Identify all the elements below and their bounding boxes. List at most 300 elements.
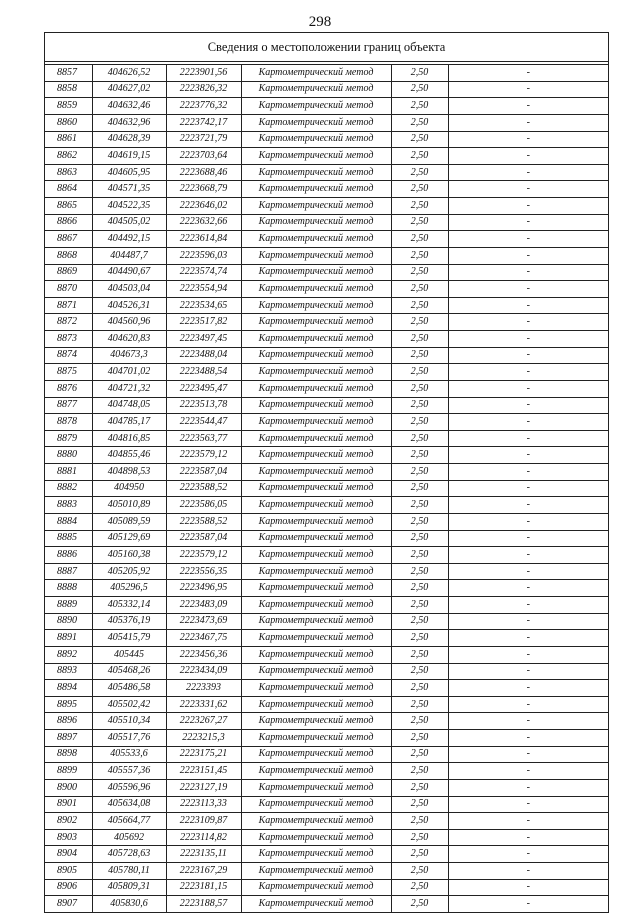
description-cell: - <box>448 414 608 431</box>
y-coordinate-cell: 2223467,75 <box>166 630 241 647</box>
description-cell: - <box>448 98 608 115</box>
y-coordinate-cell: 2223614,84 <box>166 231 241 248</box>
point-number-cell: 8906 <box>45 879 92 896</box>
x-coordinate-cell: 404785,17 <box>92 414 166 431</box>
description-cell: - <box>448 148 608 165</box>
accuracy-cell: 2,50 <box>391 796 448 813</box>
table-row <box>45 98 608 115</box>
method-cell: Картометрический метод <box>241 297 391 314</box>
method-cell: Картометрический метод <box>241 164 391 181</box>
method-cell: Картометрический метод <box>241 148 391 165</box>
x-coordinate-cell: 404620,83 <box>92 331 166 348</box>
point-number-cell: 8878 <box>45 414 92 431</box>
x-coordinate-cell: 404628,39 <box>92 131 166 148</box>
accuracy-cell: 2,50 <box>391 547 448 564</box>
accuracy-cell: 2,50 <box>391 829 448 846</box>
description-cell: - <box>448 597 608 614</box>
method-cell: Картометрический метод <box>241 114 391 131</box>
x-coordinate-cell: 405510,34 <box>92 713 166 730</box>
x-coordinate-cell: 405596,96 <box>92 779 166 796</box>
description-cell: - <box>448 513 608 530</box>
table-row <box>45 863 608 880</box>
x-coordinate-cell: 405502,42 <box>92 696 166 713</box>
method-cell: Картометрический метод <box>241 813 391 830</box>
x-coordinate-cell: 404492,15 <box>92 231 166 248</box>
accuracy-cell: 2,50 <box>391 696 448 713</box>
y-coordinate-cell: 2223563,77 <box>166 430 241 447</box>
table-row <box>45 464 608 481</box>
y-coordinate-cell: 2223688,46 <box>166 164 241 181</box>
description-cell: - <box>448 114 608 131</box>
point-number-cell: 8891 <box>45 630 92 647</box>
y-coordinate-cell: 2223588,52 <box>166 480 241 497</box>
x-coordinate-cell: 405160,38 <box>92 547 166 564</box>
accuracy-cell: 2,50 <box>391 198 448 215</box>
accuracy-cell: 2,50 <box>391 297 448 314</box>
table-row <box>45 181 608 198</box>
description-cell: - <box>448 397 608 414</box>
point-number-cell: 8890 <box>45 613 92 630</box>
x-coordinate-cell: 404898,53 <box>92 464 166 481</box>
point-number-cell: 8861 <box>45 131 92 148</box>
point-number-cell: 8897 <box>45 730 92 747</box>
y-coordinate-cell: 2223331,62 <box>166 696 241 713</box>
accuracy-cell: 2,50 <box>391 680 448 697</box>
description-cell: - <box>448 164 608 181</box>
x-coordinate-cell: 405634,08 <box>92 796 166 813</box>
y-coordinate-cell: 2223586,05 <box>166 497 241 514</box>
point-number-cell: 8866 <box>45 214 92 231</box>
description-cell: - <box>448 264 608 281</box>
point-number-cell: 8880 <box>45 447 92 464</box>
table-row <box>45 813 608 830</box>
description-cell: - <box>448 846 608 863</box>
method-cell: Картометрический метод <box>241 81 391 98</box>
accuracy-cell: 2,50 <box>391 813 448 830</box>
method-cell: Картометрический метод <box>241 380 391 397</box>
method-cell: Картометрический метод <box>241 247 391 264</box>
accuracy-cell: 2,50 <box>391 414 448 431</box>
x-coordinate-cell: 404503,04 <box>92 281 166 298</box>
method-cell: Картометрический метод <box>241 314 391 331</box>
y-coordinate-cell: 2223113,33 <box>166 796 241 813</box>
description-cell: - <box>448 829 608 846</box>
description-cell: - <box>448 447 608 464</box>
description-cell: - <box>448 580 608 597</box>
description-cell: - <box>448 746 608 763</box>
method-cell: Картометрический метод <box>241 414 391 431</box>
y-coordinate-cell: 2223434,09 <box>166 663 241 680</box>
y-coordinate-cell: 2223456,36 <box>166 646 241 663</box>
method-cell: Картометрический метод <box>241 846 391 863</box>
description-cell: - <box>448 480 608 497</box>
method-cell: Картометрический метод <box>241 763 391 780</box>
x-coordinate-cell: 404748,05 <box>92 397 166 414</box>
description-cell: - <box>448 796 608 813</box>
x-coordinate-cell: 404560,96 <box>92 314 166 331</box>
accuracy-cell: 2,50 <box>391 81 448 98</box>
description-cell: - <box>448 663 608 680</box>
x-coordinate-cell: 404571,35 <box>92 181 166 198</box>
accuracy-cell: 2,50 <box>391 181 448 198</box>
x-coordinate-cell: 405533,6 <box>92 746 166 763</box>
description-cell: - <box>448 879 608 896</box>
point-number-cell: 8887 <box>45 563 92 580</box>
description-cell: - <box>448 247 608 264</box>
accuracy-cell: 2,50 <box>391 214 448 231</box>
x-coordinate-cell: 404605,95 <box>92 164 166 181</box>
table-row <box>45 796 608 813</box>
y-coordinate-cell: 2223267,27 <box>166 713 241 730</box>
method-cell: Картометрический метод <box>241 264 391 281</box>
description-cell: - <box>448 813 608 830</box>
point-number-cell: 8894 <box>45 680 92 697</box>
x-coordinate-cell: 405809,31 <box>92 879 166 896</box>
y-coordinate-cell: 2223742,17 <box>166 114 241 131</box>
description-cell: - <box>448 547 608 564</box>
x-coordinate-cell: 405445 <box>92 646 166 663</box>
x-coordinate-cell: 404505,02 <box>92 214 166 231</box>
point-number-cell: 8889 <box>45 597 92 614</box>
method-cell: Картометрический метод <box>241 447 391 464</box>
y-coordinate-cell: 2223114,82 <box>166 829 241 846</box>
x-coordinate-cell: 405205,92 <box>92 563 166 580</box>
accuracy-cell: 2,50 <box>391 497 448 514</box>
table-row <box>45 713 608 730</box>
method-cell: Картометрический метод <box>241 646 391 663</box>
method-cell: Картометрический метод <box>241 879 391 896</box>
table-row <box>45 347 608 364</box>
y-coordinate-cell: 2223587,04 <box>166 464 241 481</box>
point-number-cell: 8859 <box>45 98 92 115</box>
point-number-cell: 8868 <box>45 247 92 264</box>
table-row <box>45 314 608 331</box>
point-number-cell: 8893 <box>45 663 92 680</box>
x-coordinate-cell: 405089,59 <box>92 513 166 530</box>
table-row <box>45 331 608 348</box>
description-cell: - <box>448 131 608 148</box>
table-row <box>45 247 608 264</box>
accuracy-cell: 2,50 <box>391 397 448 414</box>
x-coordinate-cell: 405664,77 <box>92 813 166 830</box>
description-cell: - <box>448 464 608 481</box>
table-row <box>45 730 608 747</box>
accuracy-cell: 2,50 <box>391 597 448 614</box>
method-cell: Картометрический метод <box>241 198 391 215</box>
point-number-cell: 8907 <box>45 896 92 912</box>
x-coordinate-cell: 404490,67 <box>92 264 166 281</box>
table-row <box>45 597 608 614</box>
method-cell: Картометрический метод <box>241 863 391 880</box>
y-coordinate-cell: 2223556,35 <box>166 563 241 580</box>
description-cell: - <box>448 530 608 547</box>
point-number-cell: 8858 <box>45 81 92 98</box>
accuracy-cell: 2,50 <box>391 746 448 763</box>
description-cell: - <box>448 81 608 98</box>
x-coordinate-cell: 404816,85 <box>92 430 166 447</box>
point-number-cell: 8896 <box>45 713 92 730</box>
method-cell: Картометрический метод <box>241 364 391 381</box>
description-cell: - <box>448 713 608 730</box>
method-cell: Картометрический метод <box>241 181 391 198</box>
accuracy-cell: 2,50 <box>391 231 448 248</box>
accuracy-cell: 2,50 <box>391 98 448 115</box>
table-row <box>45 281 608 298</box>
point-number-cell: 8873 <box>45 331 92 348</box>
x-coordinate-cell: 404627,02 <box>92 81 166 98</box>
accuracy-cell: 2,50 <box>391 430 448 447</box>
x-coordinate-cell: 405332,14 <box>92 597 166 614</box>
accuracy-cell: 2,50 <box>391 879 448 896</box>
y-coordinate-cell: 2223579,12 <box>166 447 241 464</box>
x-coordinate-cell: 405468,26 <box>92 663 166 680</box>
x-coordinate-cell: 404632,46 <box>92 98 166 115</box>
accuracy-cell: 2,50 <box>391 447 448 464</box>
table-row <box>45 646 608 663</box>
method-cell: Картометрический метод <box>241 214 391 231</box>
description-cell: - <box>448 198 608 215</box>
description-cell: - <box>448 563 608 580</box>
description-cell: - <box>448 696 608 713</box>
accuracy-cell: 2,50 <box>391 613 448 630</box>
point-number-cell: 8872 <box>45 314 92 331</box>
method-cell: Картометрический метод <box>241 829 391 846</box>
accuracy-cell: 2,50 <box>391 65 448 81</box>
table-row <box>45 148 608 165</box>
table-row <box>45 763 608 780</box>
y-coordinate-cell: 2223901,56 <box>166 65 241 81</box>
accuracy-cell: 2,50 <box>391 730 448 747</box>
table-row <box>45 231 608 248</box>
accuracy-cell: 2,50 <box>391 114 448 131</box>
accuracy-cell: 2,50 <box>391 846 448 863</box>
point-number-cell: 8895 <box>45 696 92 713</box>
y-coordinate-cell: 2223483,09 <box>166 597 241 614</box>
point-number-cell: 8884 <box>45 513 92 530</box>
y-coordinate-cell: 2223721,79 <box>166 131 241 148</box>
accuracy-cell: 2,50 <box>391 281 448 298</box>
method-cell: Картометрический метод <box>241 397 391 414</box>
table-row <box>45 580 608 597</box>
point-number-cell: 8879 <box>45 430 92 447</box>
method-cell: Картометрический метод <box>241 513 391 530</box>
table-row <box>45 264 608 281</box>
x-coordinate-cell: 405296,5 <box>92 580 166 597</box>
table-row <box>45 613 608 630</box>
point-number-cell: 8877 <box>45 397 92 414</box>
point-number-cell: 8860 <box>45 114 92 131</box>
table-row <box>45 214 608 231</box>
accuracy-cell: 2,50 <box>391 779 448 796</box>
accuracy-cell: 2,50 <box>391 264 448 281</box>
point-number-cell: 8874 <box>45 347 92 364</box>
x-coordinate-cell: 405692 <box>92 829 166 846</box>
table-row <box>45 81 608 98</box>
method-cell: Картометрический метод <box>241 281 391 298</box>
x-coordinate-cell: 404721,32 <box>92 380 166 397</box>
table-row <box>45 164 608 181</box>
table-row <box>45 497 608 514</box>
description-cell: - <box>448 763 608 780</box>
coordinates-table-body <box>45 65 608 912</box>
description-cell: - <box>448 380 608 397</box>
description-cell: - <box>448 281 608 298</box>
table-row <box>45 414 608 431</box>
x-coordinate-cell: 404522,35 <box>92 198 166 215</box>
y-coordinate-cell: 2223473,69 <box>166 613 241 630</box>
table-row <box>45 297 608 314</box>
point-number-cell: 8871 <box>45 297 92 314</box>
table-row <box>45 696 608 713</box>
point-number-cell: 8892 <box>45 646 92 663</box>
table-row <box>45 131 608 148</box>
point-number-cell: 8867 <box>45 231 92 248</box>
y-coordinate-cell: 2223587,04 <box>166 530 241 547</box>
description-cell: - <box>448 331 608 348</box>
method-cell: Картометрический метод <box>241 746 391 763</box>
y-coordinate-cell: 2223646,02 <box>166 198 241 215</box>
accuracy-cell: 2,50 <box>391 347 448 364</box>
description-cell: - <box>448 896 608 912</box>
point-number-cell: 8899 <box>45 763 92 780</box>
table-row <box>45 663 608 680</box>
coordinates-table <box>45 65 608 912</box>
y-coordinate-cell: 2223544,47 <box>166 414 241 431</box>
accuracy-cell: 2,50 <box>391 713 448 730</box>
method-cell: Картометрический метод <box>241 65 391 81</box>
description-cell: - <box>448 364 608 381</box>
point-number-cell: 8870 <box>45 281 92 298</box>
y-coordinate-cell: 2223488,04 <box>166 347 241 364</box>
y-coordinate-cell: 2223135,11 <box>166 846 241 863</box>
accuracy-cell: 2,50 <box>391 314 448 331</box>
accuracy-cell: 2,50 <box>391 331 448 348</box>
table-row <box>45 397 608 414</box>
accuracy-cell: 2,50 <box>391 563 448 580</box>
method-cell: Картометрический метод <box>241 663 391 680</box>
description-cell: - <box>448 181 608 198</box>
method-cell: Картометрический метод <box>241 630 391 647</box>
point-number-cell: 8865 <box>45 198 92 215</box>
point-number-cell: 8904 <box>45 846 92 863</box>
point-number-cell: 8886 <box>45 547 92 564</box>
y-coordinate-cell: 2223188,57 <box>166 896 241 912</box>
y-coordinate-cell: 2223826,32 <box>166 81 241 98</box>
x-coordinate-cell: 405517,76 <box>92 730 166 747</box>
table-row <box>45 547 608 564</box>
description-cell: - <box>448 314 608 331</box>
accuracy-cell: 2,50 <box>391 364 448 381</box>
description-cell: - <box>448 497 608 514</box>
y-coordinate-cell: 2223574,74 <box>166 264 241 281</box>
table-row <box>45 530 608 547</box>
point-number-cell: 8888 <box>45 580 92 597</box>
method-cell: Картометрический метод <box>241 231 391 248</box>
method-cell: Картометрический метод <box>241 713 391 730</box>
accuracy-cell: 2,50 <box>391 380 448 397</box>
accuracy-cell: 2,50 <box>391 663 448 680</box>
table-row <box>45 563 608 580</box>
description-cell: - <box>448 347 608 364</box>
method-cell: Картометрический метод <box>241 896 391 912</box>
description-cell: - <box>448 779 608 796</box>
method-cell: Картометрический метод <box>241 680 391 697</box>
table-row <box>45 680 608 697</box>
x-coordinate-cell: 405129,69 <box>92 530 166 547</box>
method-cell: Картометрический метод <box>241 464 391 481</box>
description-cell: - <box>448 214 608 231</box>
accuracy-cell: 2,50 <box>391 480 448 497</box>
point-number-cell: 8885 <box>45 530 92 547</box>
x-coordinate-cell: 404619,15 <box>92 148 166 165</box>
x-coordinate-cell: 404855,46 <box>92 447 166 464</box>
y-coordinate-cell: 2223181,15 <box>166 879 241 896</box>
method-cell: Картометрический метод <box>241 563 391 580</box>
y-coordinate-cell: 2223517,82 <box>166 314 241 331</box>
x-coordinate-cell: 405415,79 <box>92 630 166 647</box>
x-coordinate-cell: 405486,58 <box>92 680 166 697</box>
y-coordinate-cell: 2223109,87 <box>166 813 241 830</box>
table-row <box>45 829 608 846</box>
point-number-cell: 8898 <box>45 746 92 763</box>
page-number: 298 <box>308 14 332 30</box>
method-cell: Картометрический метод <box>241 796 391 813</box>
accuracy-cell: 2,50 <box>391 863 448 880</box>
point-number-cell: 8882 <box>45 480 92 497</box>
description-cell: - <box>448 430 608 447</box>
method-cell: Картометрический метод <box>241 480 391 497</box>
method-cell: Картометрический метод <box>241 696 391 713</box>
accuracy-cell: 2,50 <box>391 131 448 148</box>
method-cell: Картометрический метод <box>241 347 391 364</box>
method-cell: Картометрический метод <box>241 779 391 796</box>
accuracy-cell: 2,50 <box>391 247 448 264</box>
y-coordinate-cell: 2223534,65 <box>166 297 241 314</box>
accuracy-cell: 2,50 <box>391 513 448 530</box>
method-cell: Картометрический метод <box>241 730 391 747</box>
point-number-cell: 8903 <box>45 829 92 846</box>
y-coordinate-cell: 2223497,45 <box>166 331 241 348</box>
table-row <box>45 746 608 763</box>
x-coordinate-cell: 405557,36 <box>92 763 166 780</box>
coordinates-sheet <box>44 32 609 913</box>
table-row <box>45 114 608 131</box>
x-coordinate-cell: 405010,89 <box>92 497 166 514</box>
point-number-cell: 8864 <box>45 181 92 198</box>
table-row <box>45 364 608 381</box>
point-number-cell: 8900 <box>45 779 92 796</box>
x-coordinate-cell: 404487,7 <box>92 247 166 264</box>
method-cell: Картометрический метод <box>241 131 391 148</box>
y-coordinate-cell: 2223393 <box>166 680 241 697</box>
y-coordinate-cell: 2223167,29 <box>166 863 241 880</box>
table-row <box>45 65 608 81</box>
point-number-cell: 8869 <box>45 264 92 281</box>
method-cell: Картометрический метод <box>241 331 391 348</box>
description-cell: - <box>448 630 608 647</box>
table-row <box>45 430 608 447</box>
table-row <box>45 513 608 530</box>
point-number-cell: 8901 <box>45 796 92 813</box>
accuracy-cell: 2,50 <box>391 763 448 780</box>
x-coordinate-cell: 405728,63 <box>92 846 166 863</box>
y-coordinate-cell: 2223776,32 <box>166 98 241 115</box>
y-coordinate-cell: 2223632,66 <box>166 214 241 231</box>
x-coordinate-cell: 404673,3 <box>92 347 166 364</box>
point-number-cell: 8881 <box>45 464 92 481</box>
point-number-cell: 8883 <box>45 497 92 514</box>
x-coordinate-cell: 404526,31 <box>92 297 166 314</box>
